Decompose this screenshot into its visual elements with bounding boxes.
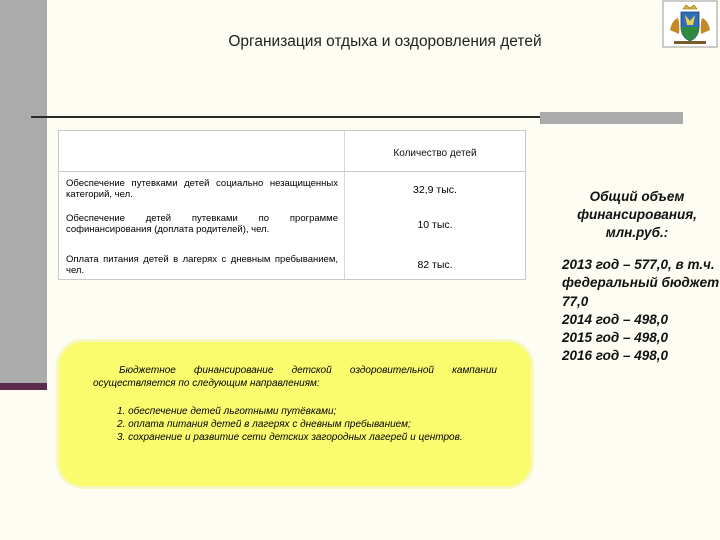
financing-directions-note	[59, 342, 531, 486]
left-decor-bar	[0, 0, 47, 383]
funding-line: 2016 год – 498,0	[562, 348, 669, 364]
table-header-divider	[59, 171, 525, 172]
funding-line: 2015 год – 498,0	[562, 330, 669, 346]
table-row-label: Обеспечение путевками детей социально незащищенных категорий, чел.	[66, 178, 338, 200]
divider-accent-block	[540, 112, 683, 124]
note-list-item: 1. обеспечение детей льготными путёвками;	[117, 406, 337, 417]
table-header-count: Количество детей	[393, 148, 477, 159]
coat-of-arms-icon	[660, 0, 720, 48]
children-count-table	[58, 130, 526, 280]
note-intro: Бюджетное финансирование детской оздоровительной кампании осуществляется по следующим направлениям:	[93, 365, 497, 389]
note-list-item: 2. оплата питания детей в лагерях с дневным пребыванием;	[117, 419, 411, 430]
table-row-label: Обеспечение детей путевками по программе софинансирования (доплата родителей), чел.	[66, 213, 338, 235]
table-row-label: Оплата питания детей в лагерях с дневным пребыванием, чел.	[66, 254, 338, 276]
funding-heading: Общий объем финансирования, млн.руб.:	[577, 189, 697, 240]
funding-line: 2013 год – 577,0, в т.ч. федеральный бюджет 77,0	[562, 257, 720, 309]
funding-details	[562, 256, 720, 366]
table-row-value: 10 тыс.	[417, 219, 453, 231]
slide-title: Организация отдыха и оздоровления детей	[228, 33, 542, 50]
left-decor-bar-shadow	[0, 383, 47, 390]
note-list-item: 3. сохранение и развитие сети детских загородных лагерей и центров.	[117, 432, 463, 443]
table-row-value: 32,9 тыс.	[413, 184, 457, 196]
funding-line: 2014 год – 498,0	[562, 311, 669, 327]
table-row-value: 82 тыс.	[417, 259, 453, 271]
note-list	[93, 405, 497, 444]
